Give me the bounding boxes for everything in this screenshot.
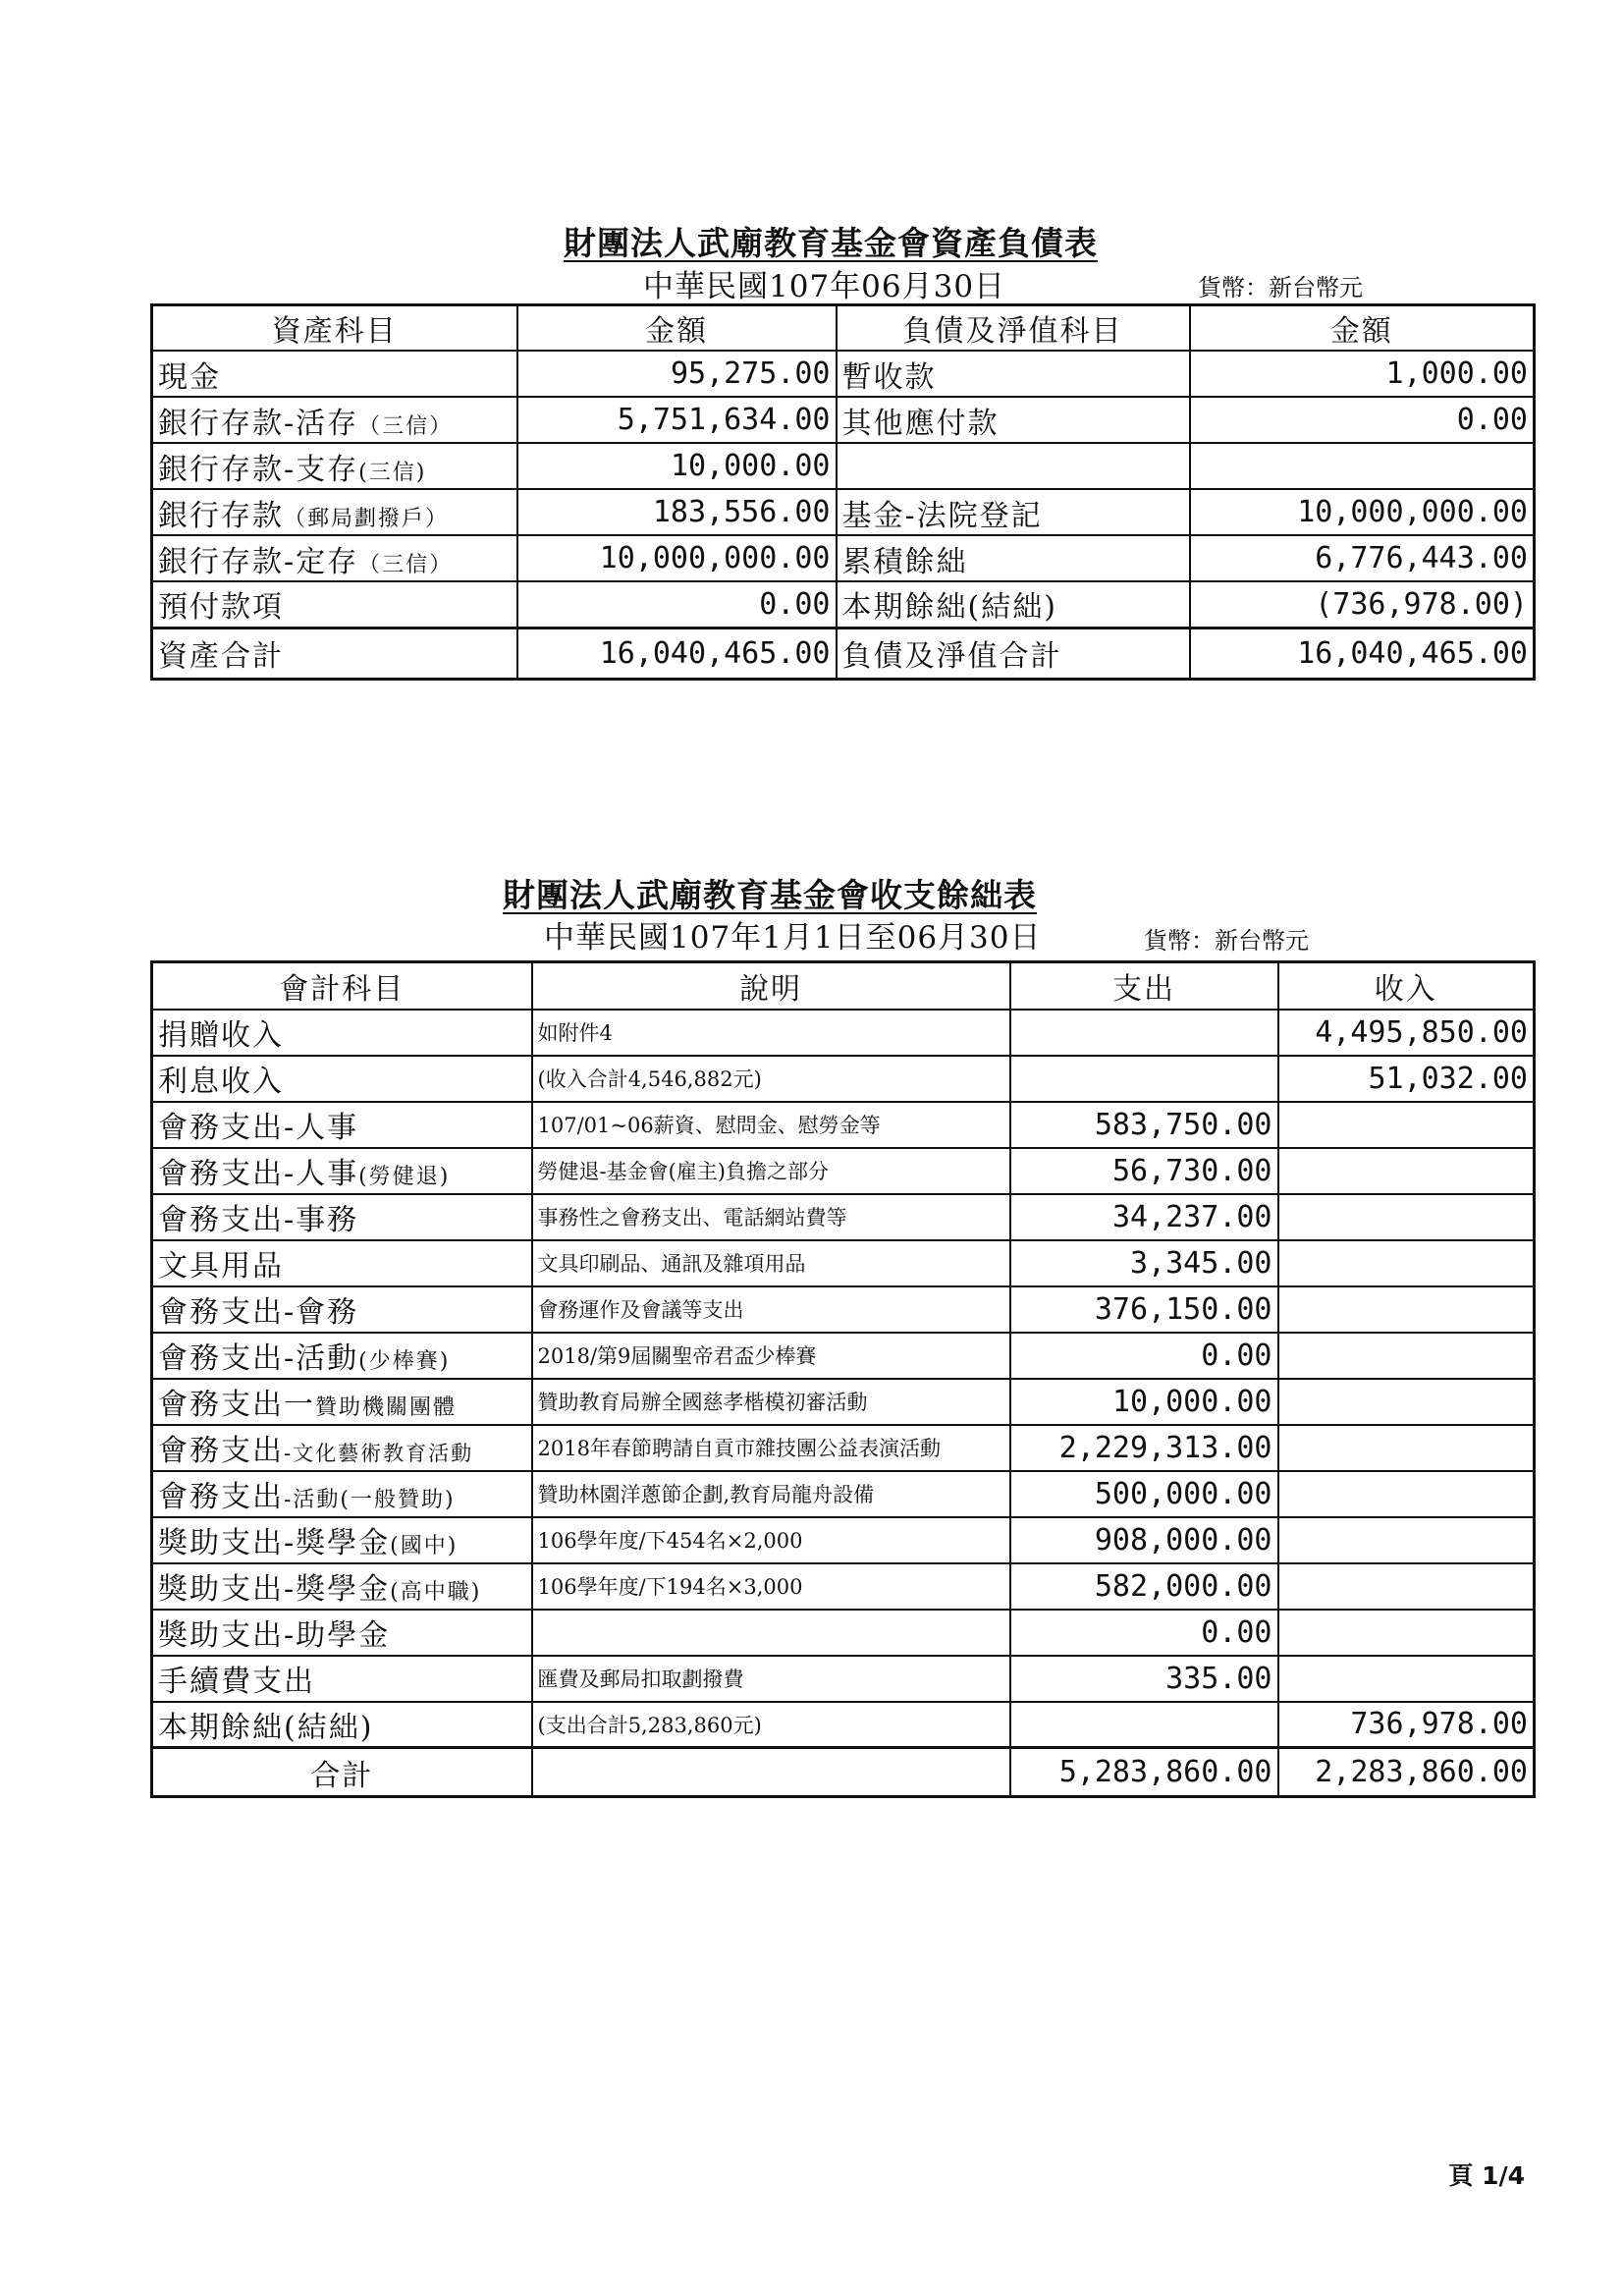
table-header-row <box>152 305 1535 352</box>
page-label: 頁 <box>1448 2161 1474 2190</box>
table-row <box>152 1102 1535 1148</box>
account-name <box>152 1333 532 1379</box>
description: 106學年度/下454名×2,000 <box>532 1517 1010 1563</box>
description: 如附件4 <box>532 1010 1010 1056</box>
asset-total-amount: 16,040,465.00 <box>517 628 837 679</box>
header-asset-amount: 金額 <box>517 305 837 352</box>
income-amount <box>1278 1656 1535 1702</box>
description: 107/01~06薪資、慰問金、慰勞金等 <box>532 1102 1010 1148</box>
table-row <box>152 581 1535 628</box>
asset-note: （郵局劃撥戶） <box>284 506 450 531</box>
liability-name: 本期餘絀(結絀) <box>837 581 1190 628</box>
asset-note: （三信） <box>358 552 454 577</box>
expense-amount: 335.00 <box>1010 1656 1278 1702</box>
header-account: 會計科目 <box>152 962 532 1010</box>
income-statement-title: 財團法人武廟教育基金會收支餘絀表 <box>503 876 1037 914</box>
description: 勞健退-基金會(雇主)負擔之部分 <box>532 1148 1010 1194</box>
liability-name: 暫收款 <box>837 351 1190 397</box>
income-statement-date: 中華民國107年1月1日至06月30日 <box>544 920 1042 956</box>
income-amount: 51,032.00 <box>1278 1056 1535 1102</box>
income-statement-currency: 貨幣：新台幣元 <box>1144 927 1309 955</box>
header-liability-amount: 金額 <box>1190 305 1535 352</box>
header-expense: 支出 <box>1010 962 1278 1010</box>
account-name <box>152 1102 532 1148</box>
account-name <box>152 1148 532 1194</box>
table-row <box>152 1286 1535 1333</box>
account-label: 捐贈收入 <box>158 1018 284 1053</box>
account-note: (少棒賽) <box>358 1349 451 1374</box>
table-row <box>152 1563 1535 1610</box>
header-asset-account: 資產科目 <box>152 305 517 352</box>
expense-amount: 583,750.00 <box>1010 1102 1278 1148</box>
account-label: 會務支出-會務 <box>158 1295 359 1330</box>
total-row <box>152 1748 1535 1797</box>
asset-note: （三信） <box>358 413 454 439</box>
liability-total-amount: 16,040,465.00 <box>1190 628 1535 679</box>
account-name <box>152 1010 532 1056</box>
table-row <box>152 1517 1535 1563</box>
balance-sheet-date: 中華民國107年06月30日 <box>643 269 1006 304</box>
description: 2018/第9屆關聖帝君盃少棒賽 <box>532 1333 1010 1379</box>
income-amount <box>1278 1517 1535 1563</box>
expense-amount: 3,345.00 <box>1010 1240 1278 1286</box>
total-description <box>532 1748 1010 1797</box>
asset-label: 銀行存款-活存 <box>158 406 359 441</box>
table-row <box>152 1240 1535 1286</box>
account-note: -活動(一般贊助) <box>284 1488 456 1512</box>
account-label: 獎助支出-助學金 <box>158 1618 391 1653</box>
account-name <box>152 1517 532 1563</box>
expense-amount: 2,229,313.00 <box>1010 1425 1278 1471</box>
table-row <box>152 489 1535 535</box>
account-label: 本期餘絀(結絀) <box>158 1710 374 1745</box>
table-row <box>152 1610 1535 1656</box>
income-amount <box>1278 1471 1535 1517</box>
asset-name <box>152 397 517 443</box>
income-amount <box>1278 1610 1535 1656</box>
asset-amount: 183,556.00 <box>517 489 837 535</box>
account-label: 會務支出-活動 <box>158 1341 359 1376</box>
table-row <box>152 443 1535 489</box>
table-row <box>152 1379 1535 1425</box>
account-label: 利息收入 <box>158 1065 284 1099</box>
liability-amount: (736,978.00) <box>1190 581 1535 628</box>
liability-amount: 10,000,000.00 <box>1190 489 1535 535</box>
asset-label: 預付款項 <box>158 590 284 626</box>
account-name <box>152 1056 532 1102</box>
account-name <box>152 1656 532 1702</box>
table-row <box>152 1471 1535 1517</box>
income-amount <box>1278 1240 1535 1286</box>
income-amount <box>1278 1563 1535 1610</box>
asset-name <box>152 443 517 489</box>
asset-label: 現金 <box>158 359 221 395</box>
account-name <box>152 1702 532 1748</box>
liability-amount: 6,776,443.00 <box>1190 535 1535 581</box>
income-amount <box>1278 1102 1535 1148</box>
account-name <box>152 1194 532 1240</box>
table-row <box>152 1656 1535 1702</box>
table-row <box>152 1194 1535 1240</box>
income-amount <box>1278 1148 1535 1194</box>
description: (支出合計5,283,860元) <box>532 1702 1010 1748</box>
asset-amount: 5,751,634.00 <box>517 397 837 443</box>
account-name <box>152 1425 532 1471</box>
account-label: 會務支出-人事 <box>158 1111 359 1145</box>
table-row <box>152 1425 1535 1471</box>
description: 106學年度/下194名×3,000 <box>532 1563 1010 1610</box>
asset-name <box>152 581 517 628</box>
table-row <box>152 1333 1535 1379</box>
account-name <box>152 1286 532 1333</box>
header-income: 收入 <box>1278 962 1535 1010</box>
asset-name <box>152 351 517 397</box>
liability-amount: 1,000.00 <box>1190 351 1535 397</box>
expense-amount: 582,000.00 <box>1010 1563 1278 1610</box>
expense-amount: 56,730.00 <box>1010 1148 1278 1194</box>
description: 2018年春節聘請自貢市雜技團公益表演活動 <box>532 1425 1010 1471</box>
description: 贊助林園洋蔥節企劃,教育局龍舟設備 <box>532 1471 1010 1517</box>
account-note: (勞健退) <box>358 1165 451 1189</box>
asset-name <box>152 489 517 535</box>
expense-amount: 0.00 <box>1010 1333 1278 1379</box>
table-header-row <box>152 962 1535 1010</box>
header-liability-account: 負債及淨值科目 <box>837 305 1190 352</box>
total-expense: 5,283,860.00 <box>1010 1748 1278 1797</box>
header-description: 說明 <box>532 962 1010 1010</box>
account-name <box>152 1471 532 1517</box>
account-label: 手續費支出 <box>158 1665 315 1699</box>
account-label: 會務支出-人事 <box>158 1157 359 1191</box>
asset-label: 銀行存款-支存 <box>158 452 359 487</box>
account-note: (高中職) <box>390 1580 482 1605</box>
total-label: 合計 <box>152 1748 532 1797</box>
expense-amount <box>1010 1702 1278 1748</box>
expense-amount: 908,000.00 <box>1010 1517 1278 1563</box>
table-row <box>152 1056 1535 1102</box>
liability-name: 基金-法院登記 <box>837 489 1190 535</box>
total-row <box>152 628 1535 679</box>
account-note: -文化藝術教育活動 <box>284 1442 474 1465</box>
page-number <box>1448 2157 1525 2192</box>
account-name <box>152 1379 532 1425</box>
table-row <box>152 397 1535 443</box>
table-row <box>152 1702 1535 1748</box>
liability-amount <box>1190 443 1535 489</box>
account-label: 文具用品 <box>158 1249 284 1284</box>
balance-sheet-currency: 貨幣：新台幣元 <box>1198 274 1363 301</box>
description: 文具印刷品、通訊及雜項用品 <box>532 1240 1010 1286</box>
income-amount <box>1278 1333 1535 1379</box>
expense-amount <box>1010 1056 1278 1102</box>
asset-note: (三信) <box>358 460 427 485</box>
asset-amount: 10,000.00 <box>517 443 837 489</box>
account-label: 獎助支出-獎學金 <box>158 1526 391 1560</box>
expense-amount: 10,000.00 <box>1010 1379 1278 1425</box>
account-name <box>152 1563 532 1610</box>
balance-sheet-title: 財團法人武廟教育基金會資產負債表 <box>564 224 1098 262</box>
expense-amount: 34,237.00 <box>1010 1194 1278 1240</box>
income-amount <box>1278 1286 1535 1333</box>
account-label: 會務支出 <box>158 1434 284 1468</box>
income-amount: 736,978.00 <box>1278 1702 1535 1748</box>
asset-label: 銀行存款-定存 <box>158 544 359 579</box>
liability-amount: 0.00 <box>1190 397 1535 443</box>
liability-total-label: 負債及淨值合計 <box>837 628 1190 679</box>
income-amount <box>1278 1379 1535 1425</box>
asset-total-label: 資產合計 <box>152 628 517 679</box>
account-label: 獎助支出-獎學金 <box>158 1572 391 1607</box>
description: 會務運作及會議等支出 <box>532 1286 1010 1333</box>
income-amount <box>1278 1194 1535 1240</box>
table-row <box>152 351 1535 397</box>
total-income: 2,283,860.00 <box>1278 1748 1535 1797</box>
account-label: 會務支出一 <box>158 1388 315 1422</box>
balance-sheet-table <box>150 303 1536 681</box>
income-amount <box>1278 1425 1535 1471</box>
page-count: 1/4 <box>1482 2161 1525 2190</box>
description: 事務性之會務支出、電話網站費等 <box>532 1194 1010 1240</box>
liability-name: 累積餘絀 <box>837 535 1190 581</box>
asset-name <box>152 535 517 581</box>
table-row <box>152 1010 1535 1056</box>
asset-amount: 0.00 <box>517 581 837 628</box>
expense-amount <box>1010 1010 1278 1056</box>
table-row <box>152 535 1535 581</box>
expense-amount: 376,150.00 <box>1010 1286 1278 1333</box>
description: (收入合計4,546,882元) <box>532 1056 1010 1102</box>
account-label: 會務支出 <box>158 1480 284 1514</box>
income-statement-table <box>150 960 1536 1798</box>
liability-name <box>837 443 1190 489</box>
description: 匯費及郵局扣取劃撥費 <box>532 1656 1010 1702</box>
asset-amount: 95,275.00 <box>517 351 837 397</box>
description <box>532 1610 1010 1656</box>
table-row <box>152 1148 1535 1194</box>
expense-amount: 0.00 <box>1010 1610 1278 1656</box>
asset-label: 銀行存款 <box>158 498 284 533</box>
account-note: (國中) <box>390 1534 459 1558</box>
income-amount: 4,495,850.00 <box>1278 1010 1535 1056</box>
account-name <box>152 1240 532 1286</box>
account-name <box>152 1610 532 1656</box>
expense-amount: 500,000.00 <box>1010 1471 1278 1517</box>
asset-amount: 10,000,000.00 <box>517 535 837 581</box>
account-label: 會務支出-事務 <box>158 1203 359 1237</box>
description: 贊助教育局辦全國慈孝楷模初審活動 <box>532 1379 1010 1425</box>
account-note: 贊助機關團體 <box>315 1395 458 1420</box>
liability-name: 其他應付款 <box>837 397 1190 443</box>
